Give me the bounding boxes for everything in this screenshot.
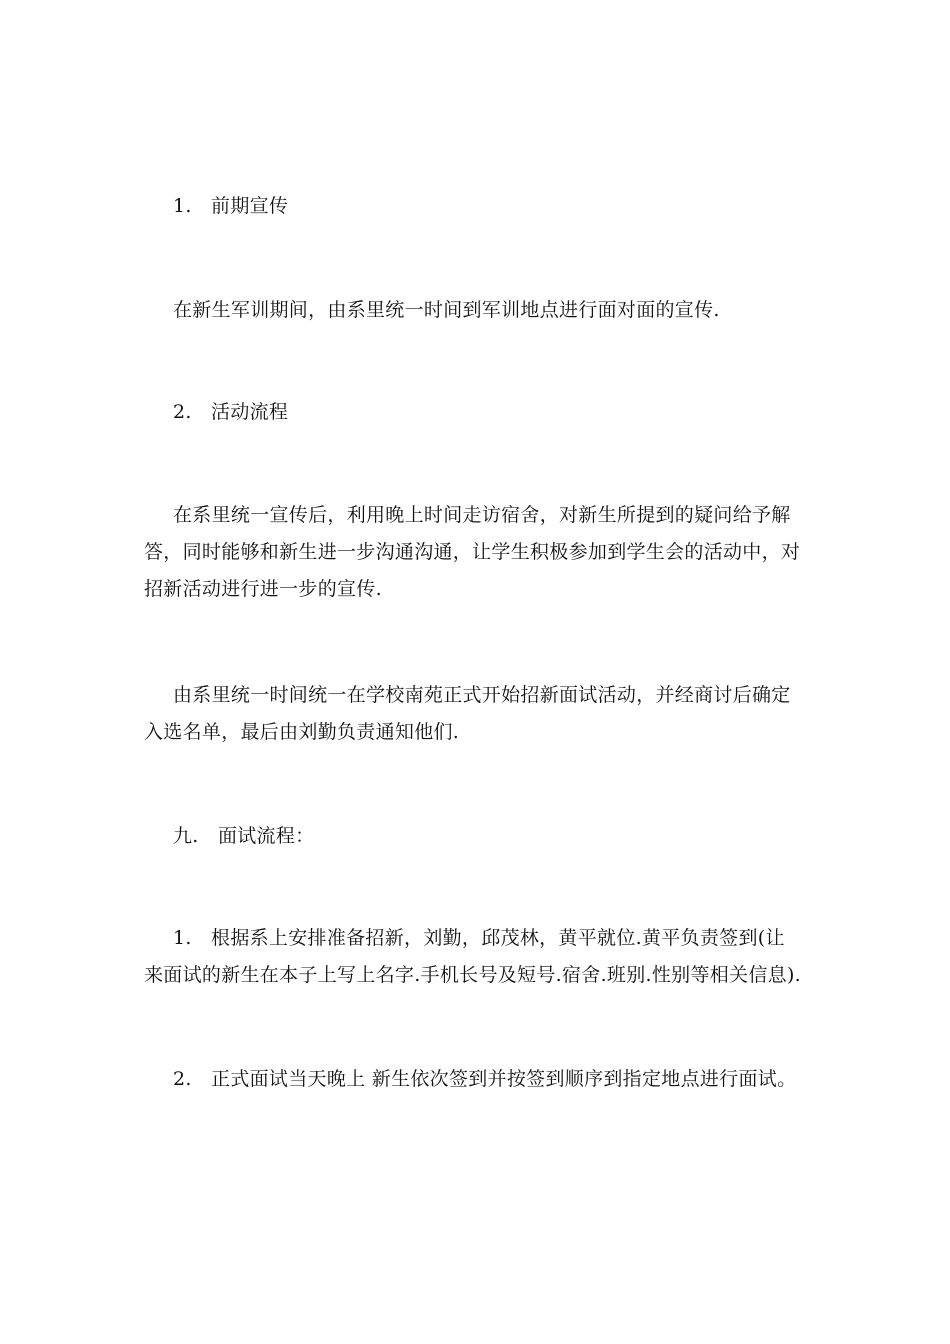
paragraph-interview-step-1: 1. 根据系上安排准备招新，刘勤，邱茂林，黄平就位.黄平负责签到(让来面试的新生在本子上写上名字.手机长号及短号.宿舍.班别.性别等相关信息). — [144, 927, 802, 986]
heading-interview-process: 九. 面试流程： — [173, 825, 315, 847]
heading-publicity: 1. 前期宣传 — [173, 195, 289, 217]
paragraph-interview-step-2: 2. 正式面试当天晚上 新生依次签到并按签到顺序到指定地点进行面试。 — [173, 1068, 797, 1090]
heading-activity-process: 2. 活动流程 — [173, 401, 289, 423]
paragraph-interview-activity: 由系里统一时间统一在学校南苑正式开始招新面试活动，并经商讨后确定入选名单，最后由刘勤负责通知他们. — [144, 684, 791, 743]
paragraph-publicity: 在新生军训期间，由系里统一时间到军训地点进行面对面的宣传. — [173, 299, 720, 321]
paragraph-dorm-visits: 在系里统一宣传后，利用晚上时间走访宿舍，对新生所提到的疑问给予解答，同时能够和新生进一步沟通沟通，让学生积极参加到学生会的活动中，对招新活动进行进一步的宣传. — [144, 504, 801, 600]
